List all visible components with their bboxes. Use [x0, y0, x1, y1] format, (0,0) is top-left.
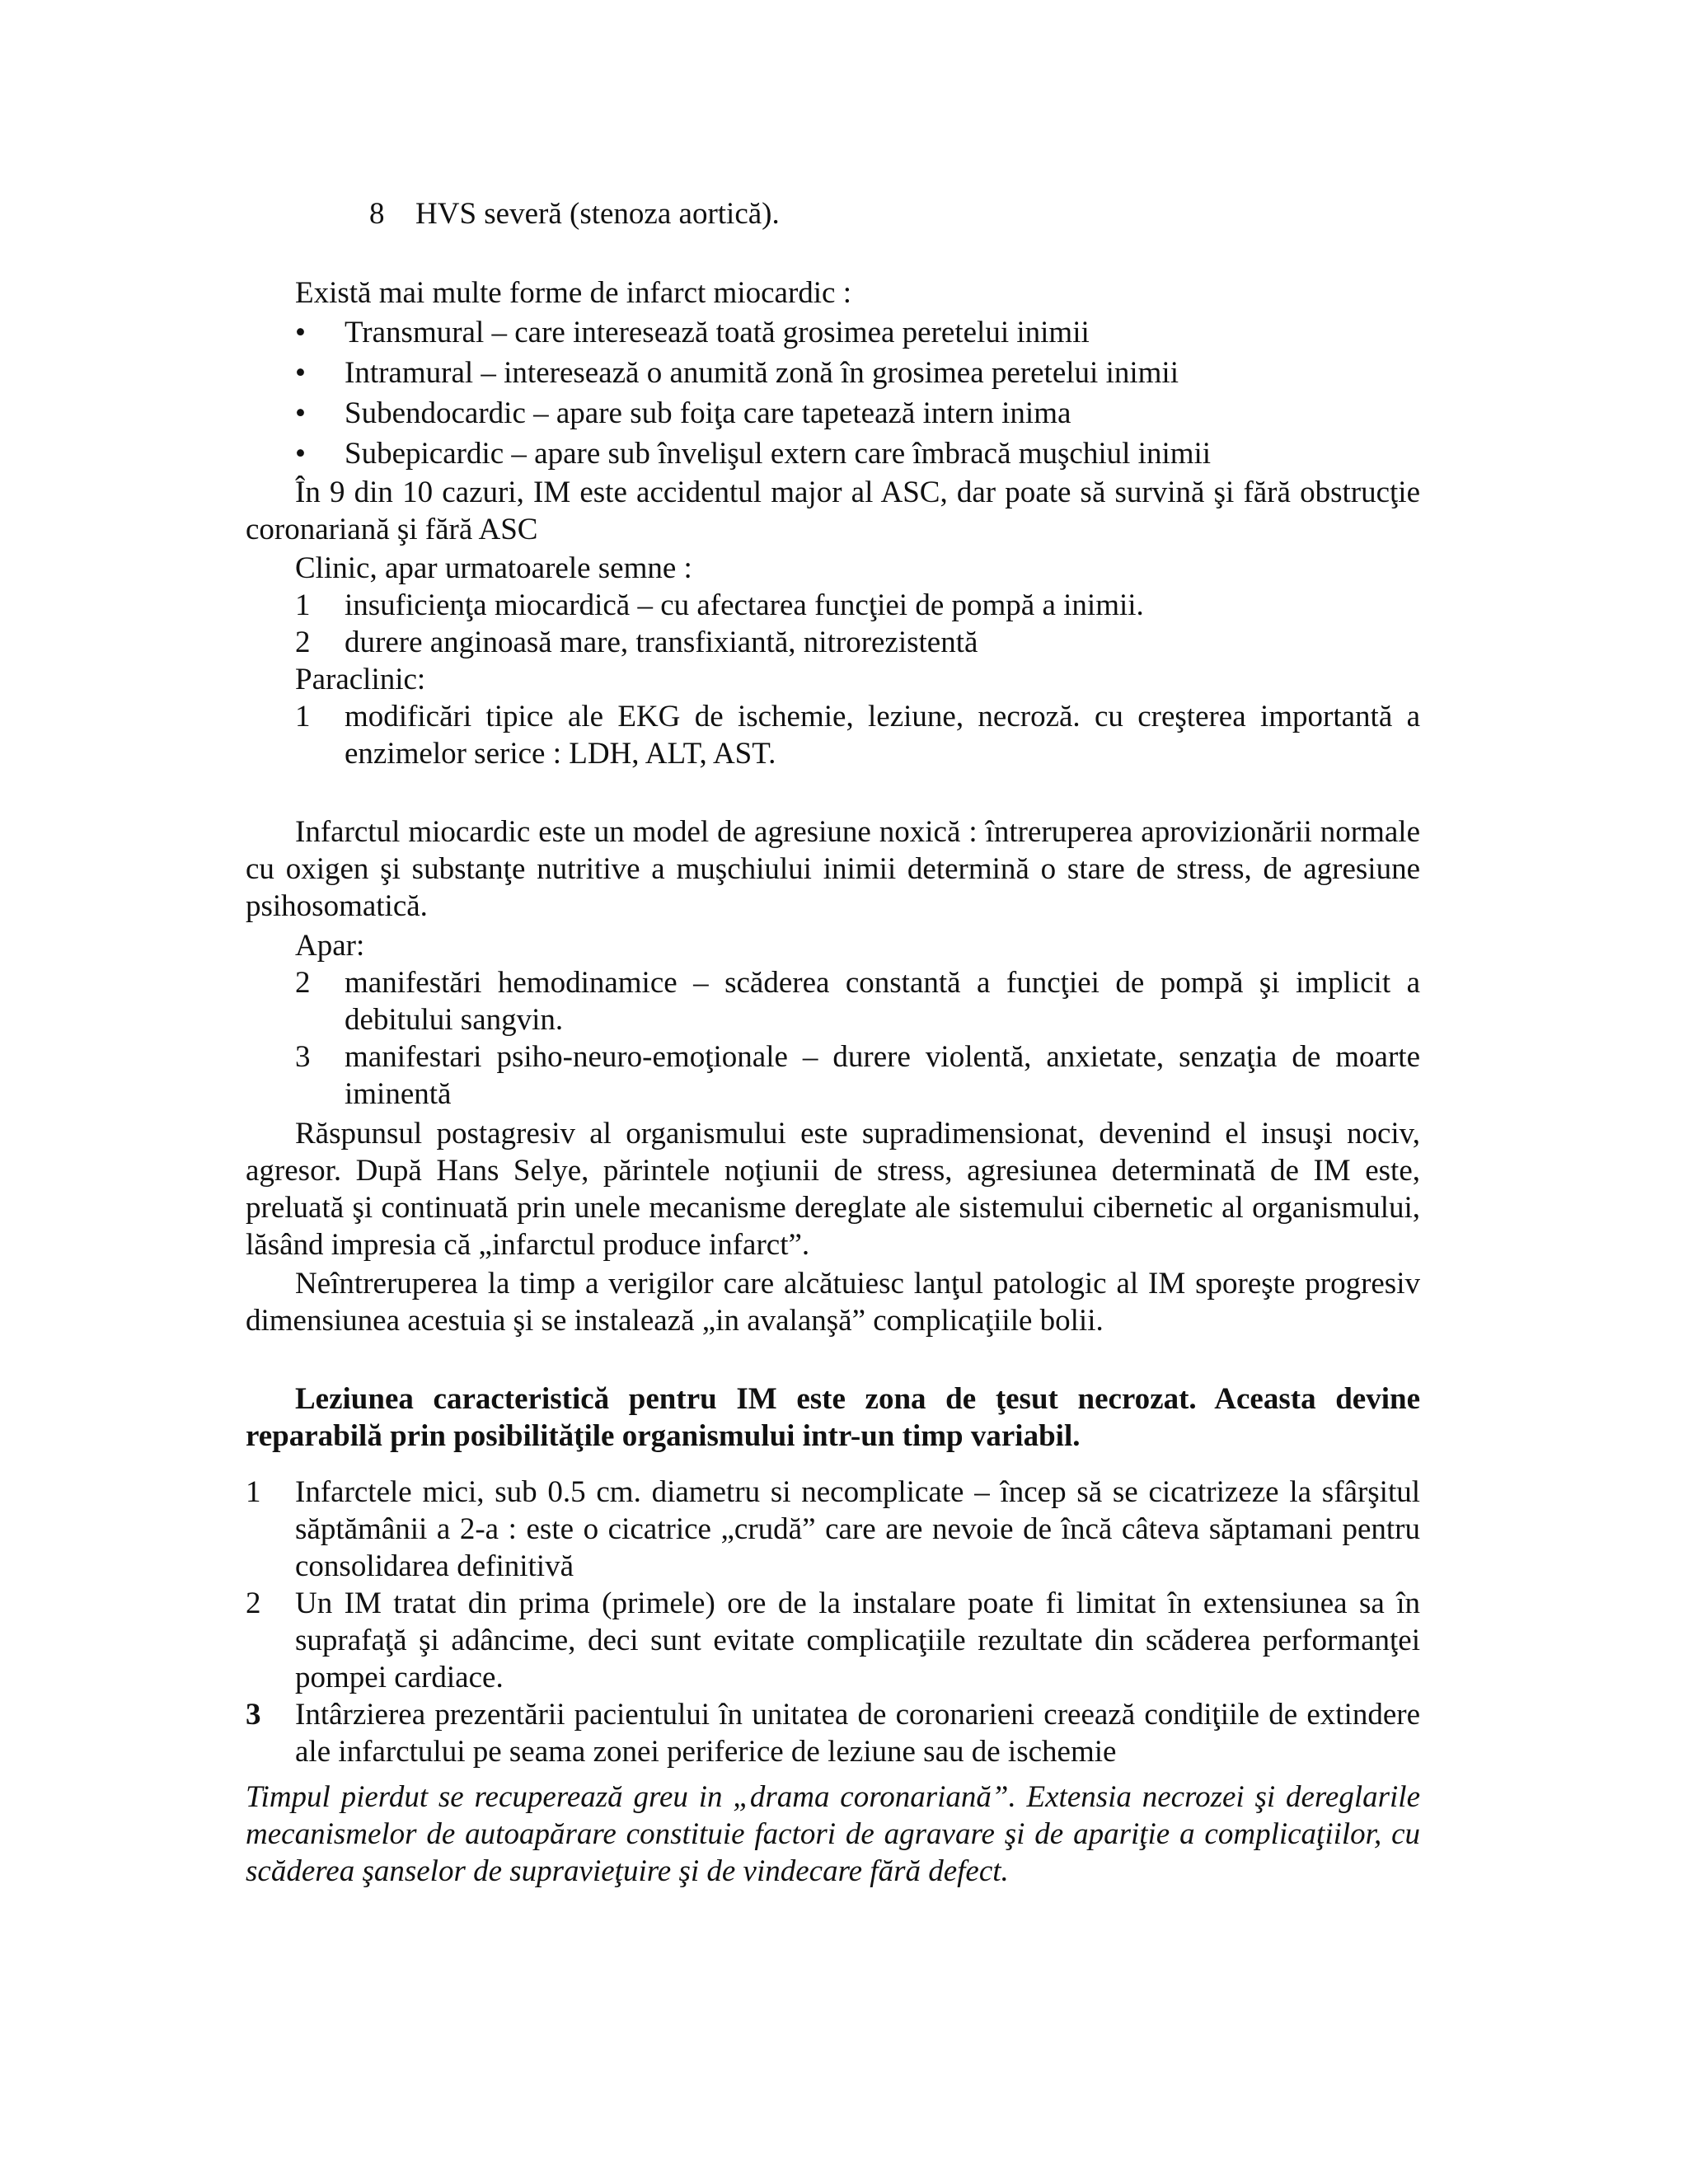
- paragraph-drama-italic: Timpul pierdut se recuperează greu in „drama coronariană”. Extensia necrozei şi dereglarile mecanismelor de autoapărare constituie factori de agravare şi de apariţie a complicaţiilor, cu scăderea şanselor de supravieţuire şi de vindecare fără defect.: [246, 1780, 1420, 1888]
- item-text: manifestari psiho-neuro-emoţionale – durere violentă, anxietate, senzaţia de moarte iminentă: [345, 1040, 1420, 1111]
- item-number: 3: [246, 1698, 261, 1732]
- paragraph-avalansa: Neîntreruperea la timp a verigilor care alcătuiesc lanţul patologic al IM sporeşte progresiv dimensiunea acestuia şi se instalează „in avalanşă” complicaţiile bolii.: [246, 1267, 1420, 1338]
- clinic-item: [246, 624, 1420, 661]
- clinic-heading: Clinic, apar urmatoarele semne :: [295, 551, 692, 585]
- bullet-dot-icon: •: [295, 437, 306, 471]
- bullet-dot-icon: •: [295, 316, 306, 349]
- apar-item: [246, 964, 1420, 1038]
- bullet-item: [246, 395, 1420, 435]
- clinic-item: [246, 587, 1420, 624]
- clinic-section: [246, 550, 1420, 772]
- bullet-list: [246, 314, 1420, 476]
- bullet-item: [246, 354, 1420, 395]
- item-text: manifestări hemodinamice – scăderea constantă a funcţiei de pompă şi implicit a debitului sangvin.: [345, 966, 1420, 1037]
- apar-section: [246, 927, 1420, 1113]
- item-text: modificări tipice ale EKG de ischemie, leziune, necroză. cu creşterea importantă a enzimelor serice : LDH, ALT, AST.: [345, 700, 1420, 771]
- paragraph-agresiune: Infarctul miocardic este un model de agresiune noxică : întreruperea aprovizionării normale cu oxigen şi substanţe nutritive a muşchiului inimii determină o stare de stress, de agresiune psihosomatică.: [246, 815, 1420, 923]
- final-list: [246, 1474, 1420, 1770]
- paraclinic-item: [246, 698, 1420, 772]
- item-number: 1: [295, 588, 311, 622]
- final-item: [246, 1585, 1420, 1696]
- bullet-text: Subendocardic – apare sub foiţa care tapetează intern inima: [345, 396, 1071, 430]
- paragraph-selye: Răspunsul postagresiv al organismului este supradimensionat, devenind el insuşi nociv, agresor. După Hans Selye, părintele noţiunii de stress, agresiunea determinată de IM este, preluată şi continuată prin unele mecanisme dereglate ale sistemului cibernetic al organismului, lăsând impresia că „infarctul produce infarct”.: [246, 1117, 1420, 1262]
- bullet-dot-icon: •: [295, 356, 306, 390]
- paragraph-leziune-bold: Leziunea caracteristică pentru IM este zona de ţesut necrozat. Aceasta devine reparabilă prin posibilităţile organismului intr-un timp variabil.: [246, 1382, 1420, 1453]
- item-number: 1: [295, 700, 311, 733]
- item-number: 2: [246, 1586, 261, 1620]
- bullet-text: Subepicardic – apare sub învelişul extern care îmbracă muşchiul inimii: [345, 437, 1212, 471]
- item-number: 3: [295, 1040, 311, 1074]
- final-item: [246, 1474, 1420, 1585]
- item-text: insuficienţa miocardică – cu afectarea funcţiei de pompă a inimii.: [345, 588, 1144, 622]
- item-number: 2: [295, 966, 311, 1000]
- paragraph-asc: În 9 din 10 cazuri, IM este accidentul major al ASC, dar poate să survină şi fără obstrucţie coronariană şi fără ASC: [246, 476, 1420, 546]
- bullet-dot-icon: •: [295, 396, 306, 430]
- item-text: HVS severă (stenoza aortică).: [415, 197, 780, 231]
- bullet-text: Transmural – care interesează toată grosimea peretelui inimii: [345, 316, 1090, 349]
- list-item-top: [246, 195, 1420, 232]
- apar-heading: Apar:: [295, 929, 365, 963]
- item-text: Intârzierea prezentării pacientului în unitatea de coronarieni creează condiţiile de extindere ale infarctului pe seama zonei periferice de leziune sau de ischemie: [295, 1698, 1420, 1769]
- item-text: durere anginoasă mare, transfixiantă, nitrorezistentă: [345, 626, 978, 659]
- final-item: [246, 1696, 1420, 1770]
- intro-line: Există mai multe forme de infarct miocardic :: [295, 276, 851, 310]
- bullet-item: [246, 314, 1420, 354]
- item-text: Un IM tratat din prima (primele) ore de la instalare poate fi limitat în extensiunea sa în suprafaţă şi adâncime, deci sunt evitate complicaţiile rezultate din scăderea performanţei pompei cardiace.: [295, 1586, 1420, 1694]
- item-number: 1: [246, 1475, 261, 1509]
- item-text: Infarctele mici, sub 0.5 cm. diametru si necomplicate – încep să se cicatrizeze la sfârşitul săptămânii a 2-a : este o cicatrice „crudă” care are nevoie de încă câteva săptamani pentru consolidarea definitivă: [295, 1475, 1420, 1583]
- item-number: 2: [295, 626, 311, 659]
- forms-intro: [246, 274, 1420, 312]
- bullet-text: Intramural – interesează o anumită zonă în grosimea peretelui inimii: [345, 356, 1179, 390]
- apar-item: [246, 1038, 1420, 1113]
- bullet-item: [246, 435, 1420, 476]
- item-number: 8: [369, 197, 385, 231]
- paraclinic-heading: Paraclinic:: [295, 663, 426, 696]
